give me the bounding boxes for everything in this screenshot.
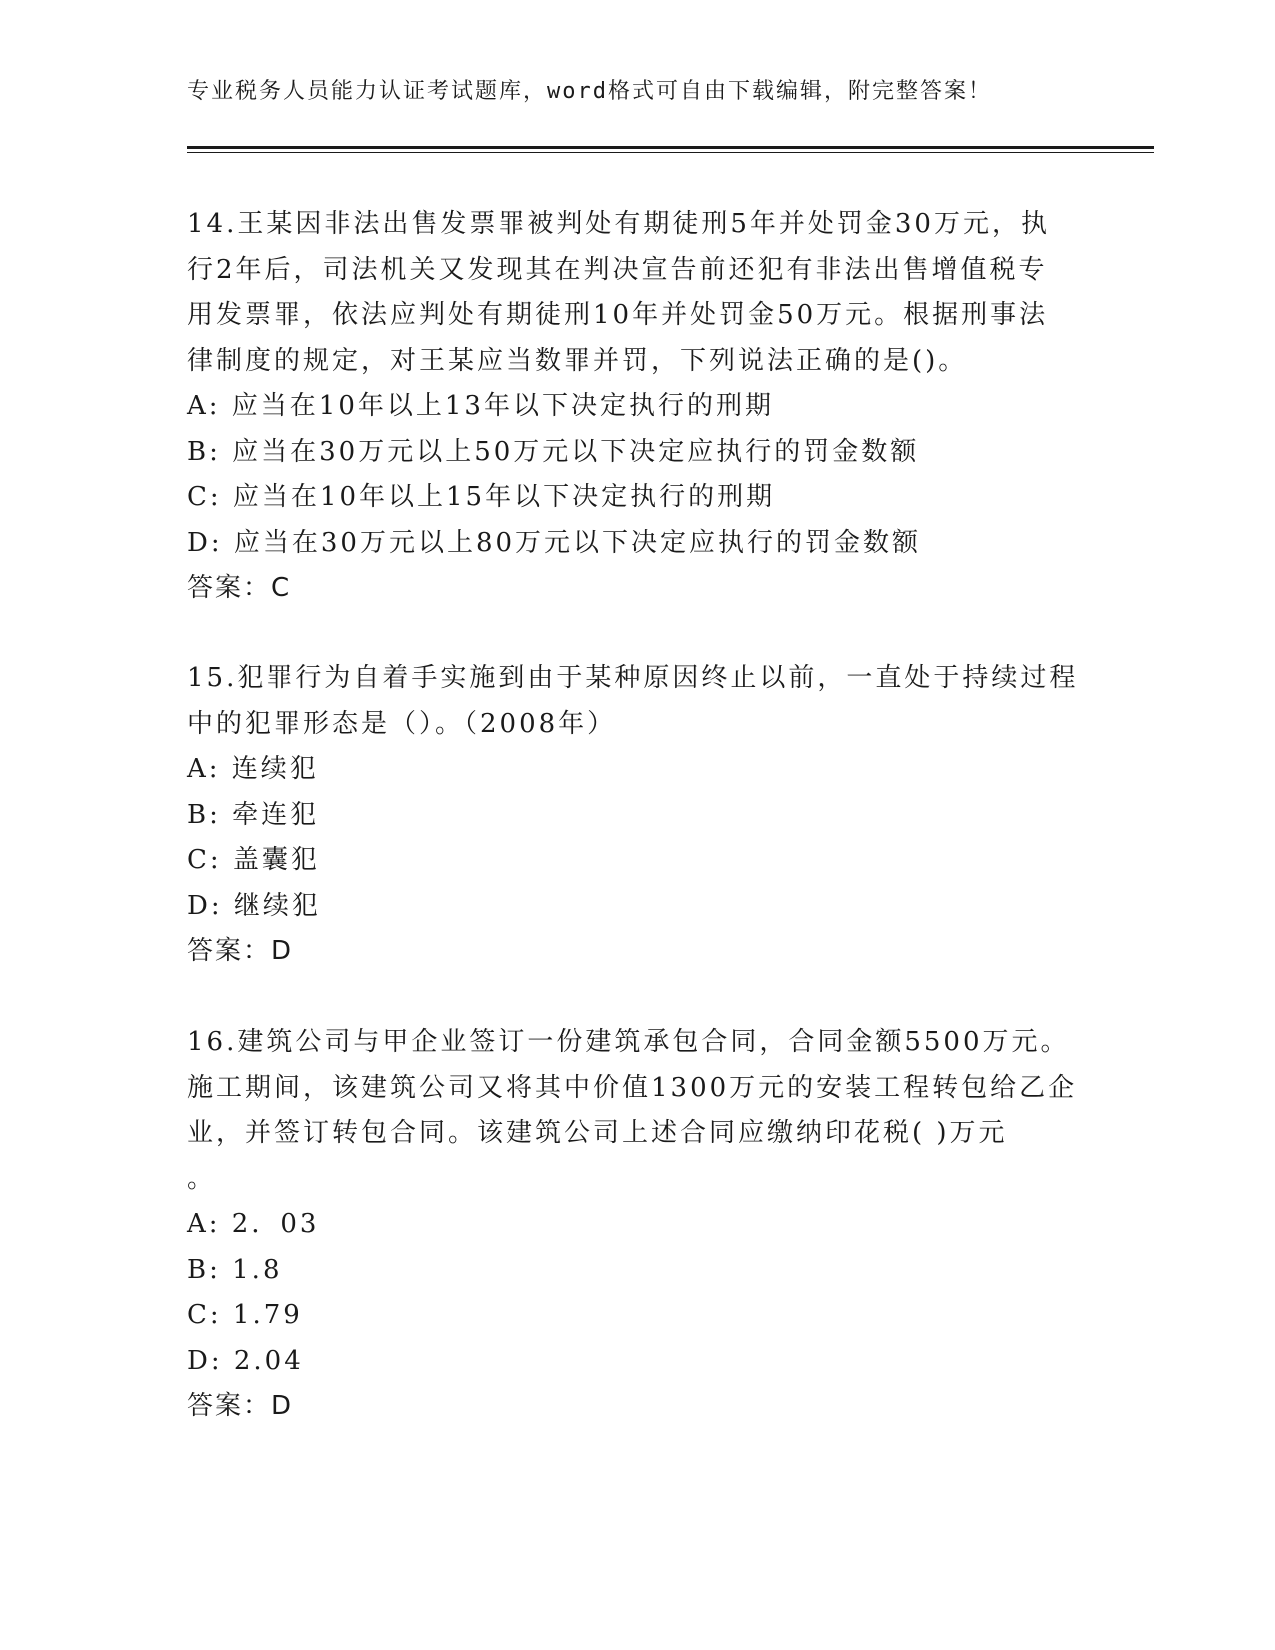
answer: 答案：D xyxy=(187,936,294,966)
header-title: 专业税务人员能力认证考试题库，word格式可自由下载编辑，附完整答案！ xyxy=(187,79,992,104)
option-c: C: 应当在10年以上15年以下决定执行的刑期 xyxy=(187,482,776,512)
question-14 xyxy=(187,202,1087,612)
option-a: A: 2．03 xyxy=(187,1209,320,1239)
header-divider-thin xyxy=(187,152,1154,153)
question-15 xyxy=(187,656,1087,975)
question-16 xyxy=(187,1020,1087,1430)
option-b: B: 牵连犯 xyxy=(187,799,320,830)
option-a: A: 连续犯 xyxy=(187,754,319,784)
option-a: A: 应当在10年以上13年以下决定执行的刑期 xyxy=(187,391,774,421)
question-text: 14.王某因非法出售发票罪被判处有期徒刑5年并处罚金30万元，执 行2年后，司法机关又发现其在判决宣告前还犯有非法出售增值税专 用发票罪，依法应判处有期徒刑10年并处罚金50万元。根据刑事法 律制度的规定，对王某应当数罪并罚，下列说法正确的是()。 xyxy=(187,209,1050,376)
option-b: B: 1.8 xyxy=(187,1254,283,1285)
header-divider-thick xyxy=(187,146,1154,149)
option-d: D: 2.04 xyxy=(187,1345,304,1376)
option-b: B: 应当在30万元以上50万元以下决定应执行的罚金数额 xyxy=(187,436,920,467)
answer: 答案：D xyxy=(187,1391,294,1421)
option-c: C: 1.79 xyxy=(187,1300,303,1330)
option-c: C: 盖囊犯 xyxy=(187,845,320,875)
option-d: D: 继续犯 xyxy=(187,890,321,921)
question-text: 16.建筑公司与甲企业签订一份建筑承包合同，合同金额5500万元。 施工期间，该建筑公司又将其中价值1300万元的安装工程转包给乙企 业，并签订转包合同。该建筑公司上述合同应缴纳印花税( )万元 。 xyxy=(187,1027,1078,1194)
question-text: 15.犯罪行为自着手实施到由于某种原因终止以前，一直处于持续过程 中的犯罪形态是（）。（2008年） xyxy=(187,663,1079,739)
answer: 答案：C xyxy=(187,573,292,603)
option-d: D: 应当在30万元以上80万元以下决定应执行的罚金数额 xyxy=(187,527,922,558)
